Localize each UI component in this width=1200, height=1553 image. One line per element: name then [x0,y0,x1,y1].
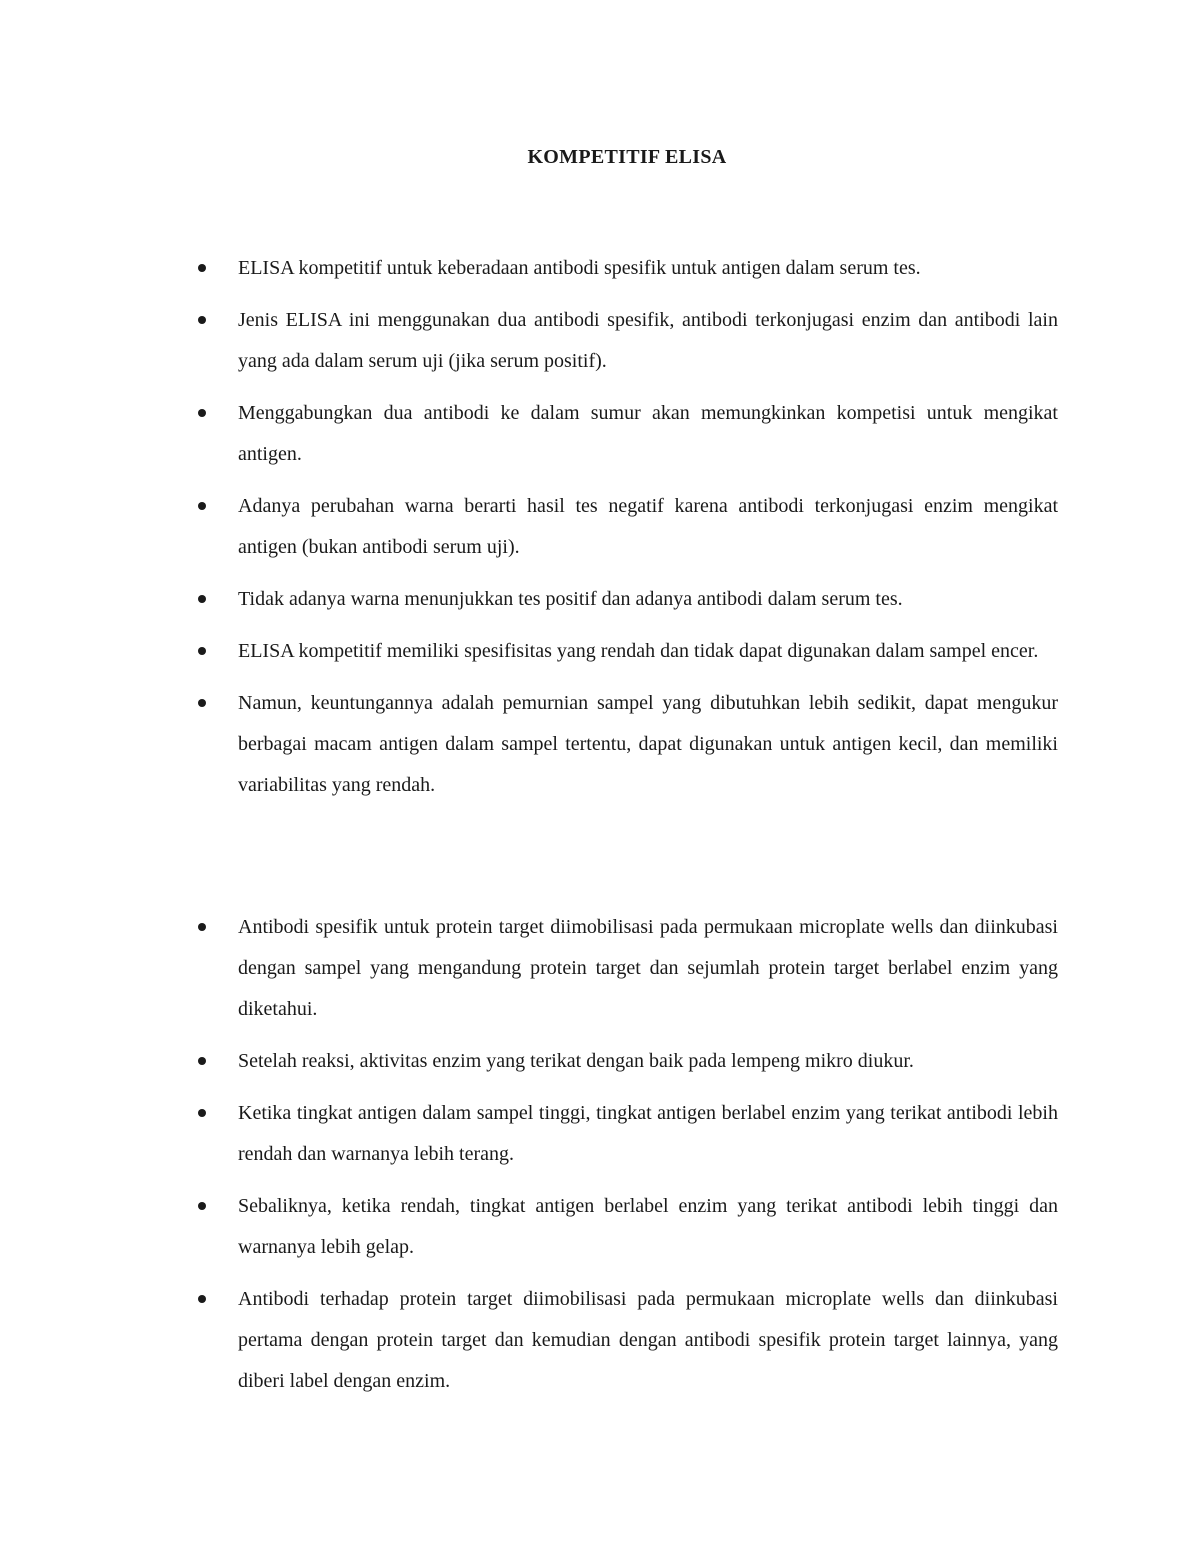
list-item [238,683,1058,806]
list-item-text: Antibodi terhadap protein target diimobilisasi pada permukaan microplate wells dan diinkubasi pertama dengan protein target dan kemudian dengan antibodi spesifik protein target lainnya, yang diberi label dengan enzim. [238,1288,1058,1392]
bullet-icon [198,1109,206,1117]
list-item-text: Tidak adanya warna menunjukkan tes positif dan adanya antibodi dalam serum tes. [238,588,903,610]
list-item-text: Ketika tingkat antigen dalam sampel tinggi, tingkat antigen berlabel enzim yang terikat antibodi lebih rendah dan warnanya lebih terang. [238,1102,1058,1165]
bullet-icon [198,1202,206,1210]
list-item [238,1093,1058,1175]
list-item [238,1041,1058,1082]
list-item-text: Setelah reaksi, aktivitas enzim yang terikat dengan baik pada lempeng mikro diukur. [238,1050,914,1072]
list-item-text: Sebaliknya, ketika rendah, tingkat antigen berlabel enzim yang terikat antibodi lebih tinggi dan warnanya lebih gelap. [238,1195,1058,1258]
list-item [238,300,1058,382]
list-item-text: Menggabungkan dua antibodi ke dalam sumur akan memungkinkan kompetisi untuk mengikat antigen. [238,402,1058,465]
bullet-icon [198,264,206,272]
bullet-icon [198,502,206,510]
bullet-list-section-b [238,907,1058,1413]
list-item [238,486,1058,568]
bullet-icon [198,699,206,707]
list-item [238,1279,1058,1402]
bullet-icon [198,923,206,931]
list-item [238,248,1058,289]
list-item [238,393,1058,475]
list-item [238,631,1058,672]
list-item-text: Antibodi spesifik untuk protein target diimobilisasi pada permukaan microplate wells dan diinkubasi dengan sampel yang mengandung protein target dan sejumlah protein target berlabel enzim yang diketahui. [238,916,1058,1020]
list-item-text: ELISA kompetitif untuk keberadaan antibodi spesifik untuk antigen dalam serum tes. [238,257,921,279]
bullet-icon [198,409,206,417]
list-item [238,1186,1058,1268]
document-title: KOMPETITIF ELISA [527,146,727,168]
list-item [238,579,1058,620]
list-item-text: Namun, keuntungannya adalah pemurnian sampel yang dibutuhkan lebih sedikit, dapat mengukur berbagai macam antigen dalam sampel tertentu, dapat digunakan untuk antigen kecil, dan memiliki variabilitas yang rendah. [238,692,1058,796]
bullet-icon [198,1057,206,1065]
list-item-text: Adanya perubahan warna berarti hasil tes negatif karena antibodi terkonjugasi enzim mengikat antigen (bukan antibodi serum uji). [238,495,1058,558]
bullet-icon [198,1295,206,1303]
list-item [238,907,1058,1030]
list-item-text: Jenis ELISA ini menggunakan dua antibodi spesifik, antibodi terkonjugasi enzim dan antibodi lain yang ada dalam serum uji (jika serum positif). [238,309,1058,372]
list-item-text: ELISA kompetitif memiliki spesifisitas yang rendah dan tidak dapat digunakan dalam sampel encer. [238,640,1039,662]
bullet-list-section-a [238,248,1058,817]
bullet-icon [198,595,206,603]
bullet-icon [198,647,206,655]
bullet-icon [198,316,206,324]
